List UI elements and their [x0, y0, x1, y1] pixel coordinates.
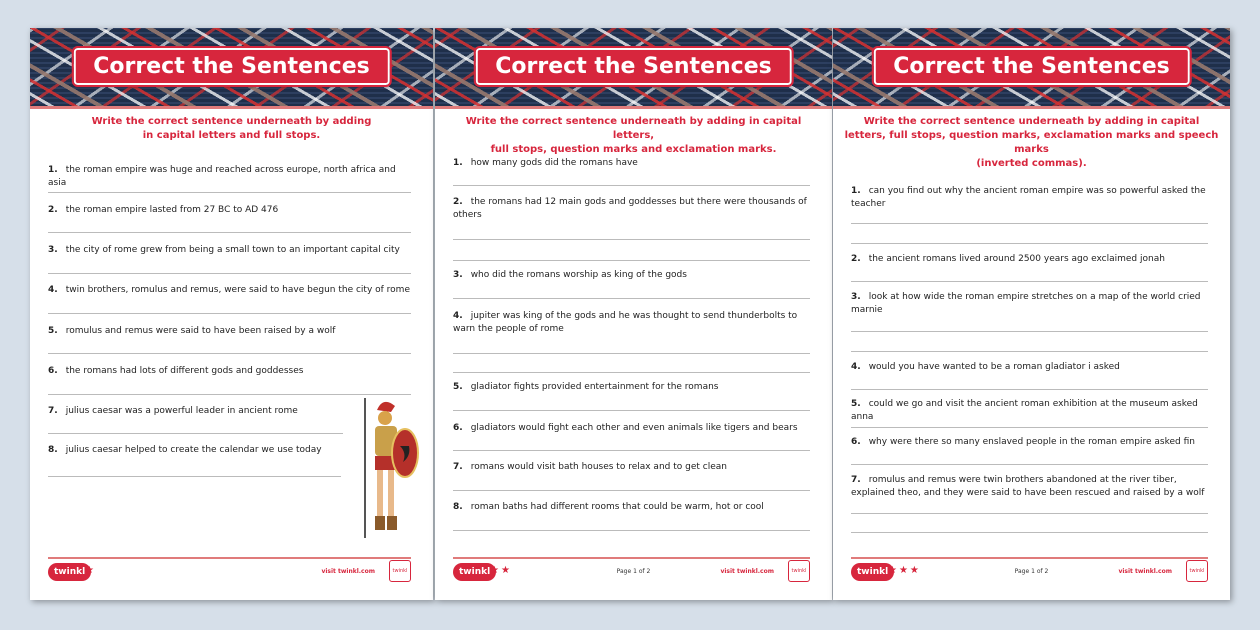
question-text: julius caesar was a powerful leader in ancient rome	[65, 406, 298, 416]
question-number: 6.	[453, 423, 463, 433]
twinkl-logo[interactable]: twinkl	[453, 563, 496, 581]
question-item	[453, 310, 810, 336]
question-text: gladiators would fight each other and even animals like tigers and bears	[470, 423, 798, 433]
answer-line[interactable]	[851, 464, 1208, 465]
question-number: 2.	[851, 254, 861, 264]
difficulty-stars: ★★	[490, 565, 512, 576]
quality-badge-icon: twinkl	[389, 560, 411, 582]
question-text: roman baths had different rooms that could be warm, hot or cool	[470, 502, 764, 512]
question-number: 2.	[48, 205, 58, 215]
question-number: 5.	[851, 399, 861, 409]
quality-badge-icon: twinkl	[1186, 560, 1208, 582]
website-link[interactable]: visit twinkl.com	[720, 568, 774, 575]
answer-line[interactable]	[453, 353, 810, 354]
instruction-line: Write the correct sentence underneath by adding	[91, 116, 372, 127]
question-text: the ancient romans lived around 2500 years ago exclaimed jonah	[868, 254, 1165, 264]
answer-line[interactable]	[48, 273, 411, 274]
answer-line[interactable]	[851, 351, 1208, 352]
difficulty-stars: ★★★	[888, 565, 921, 576]
footer-divider	[48, 557, 411, 559]
answer-line[interactable]	[48, 232, 411, 233]
question-text: romulus and remus were twin brothers abandoned at the river tiber, explained theo, and they were said to have been rescued and raised by a wolf	[851, 475, 1205, 498]
answer-line[interactable]	[453, 372, 810, 373]
worksheet-page	[435, 28, 832, 600]
instruction-line: Write the correct sentence underneath by adding in capital letters,	[465, 116, 802, 141]
answer-line[interactable]	[851, 532, 1208, 533]
question-number: 1.	[453, 158, 463, 168]
question-text: the roman empire lasted from 27 BC to AD 476	[65, 205, 279, 215]
question-number: 5.	[453, 382, 463, 392]
question-item	[453, 157, 810, 170]
question-item	[453, 501, 810, 514]
answer-line[interactable]	[48, 433, 343, 434]
worksheet-page	[30, 28, 433, 600]
question-text: can you find out why the ancient roman empire was so powerful asked the teacher	[851, 186, 1206, 209]
question-item	[48, 244, 411, 257]
question-text: julius caesar helped to create the calendar we use today	[65, 445, 322, 455]
answer-line[interactable]	[851, 243, 1208, 244]
website-link[interactable]: visit twinkl.com	[1118, 568, 1172, 575]
question-item	[851, 253, 1208, 266]
answer-line[interactable]	[48, 353, 411, 354]
question-number: 3.	[453, 270, 463, 280]
instruction-line: full stops, question marks and exclamation marks.	[490, 144, 777, 155]
question-item	[851, 361, 1208, 374]
answer-line[interactable]	[48, 192, 411, 193]
roman-soldier-illustration	[355, 398, 425, 548]
mosaic-banner	[833, 28, 1230, 107]
answer-line[interactable]	[851, 281, 1208, 282]
question-text: who did the romans worship as king of the gods	[470, 270, 687, 280]
twinkl-logo[interactable]: twinkl	[851, 563, 894, 581]
question-item	[453, 422, 810, 435]
answer-line[interactable]	[851, 331, 1208, 332]
question-text: could we go and visit the ancient roman exhibition at the museum asked anna	[851, 399, 1198, 422]
page-title: Correct the Sentences	[73, 48, 389, 85]
question-text: would you have wanted to be a roman gladiator i asked	[868, 362, 1120, 372]
answer-line[interactable]	[851, 427, 1208, 428]
instruction-line: letters, full stops, question marks, exclamation marks and speech marks	[844, 130, 1219, 155]
question-item	[453, 269, 810, 282]
question-number: 4.	[851, 362, 861, 372]
question-item	[851, 398, 1208, 424]
question-text: romans would visit bath houses to relax and to get clean	[470, 462, 727, 472]
answer-line[interactable]	[453, 298, 810, 299]
question-item	[48, 204, 411, 217]
page-number: Page 1 of 2	[1014, 568, 1049, 575]
footer-divider	[453, 557, 810, 559]
question-number: 7.	[453, 462, 463, 472]
question-text: gladiator fights provided entertainment for the romans	[470, 382, 719, 392]
question-text: how many gods did the romans have	[470, 158, 638, 168]
answer-line[interactable]	[453, 185, 810, 186]
question-number: 6.	[48, 366, 58, 376]
answer-line[interactable]	[48, 476, 341, 477]
answer-line[interactable]	[453, 490, 810, 491]
question-item	[851, 185, 1208, 211]
question-number: 3.	[851, 292, 861, 302]
question-number: 1.	[48, 165, 58, 175]
answer-line[interactable]	[453, 450, 810, 451]
question-text: romulus and remus were said to have been raised by a wolf	[65, 326, 336, 336]
question-text: the romans had lots of different gods and goddesses	[65, 366, 304, 376]
question-number: 8.	[48, 445, 58, 455]
answer-line[interactable]	[851, 223, 1208, 224]
quality-badge-icon: twinkl	[788, 560, 810, 582]
twinkl-logo[interactable]: twinkl	[48, 563, 91, 581]
question-item	[851, 474, 1208, 500]
question-number: 3.	[48, 245, 58, 255]
instruction-line: Write the correct sentence underneath by adding in capital	[863, 116, 1200, 127]
question-number: 6.	[851, 437, 861, 447]
question-item	[851, 291, 1208, 317]
question-item	[453, 381, 810, 394]
question-text: why were there so many enslaved people in the roman empire asked fin	[868, 437, 1195, 447]
question-text: look at how wide the roman empire stretches on a map of the world cried marnie	[851, 292, 1201, 315]
question-text: twin brothers, romulus and remus, were said to have begun the city of rome	[65, 285, 410, 295]
question-text: the city of rome grew from being a small town to an important capital city	[65, 245, 400, 255]
question-number: 7.	[851, 475, 861, 485]
answer-line[interactable]	[851, 513, 1208, 514]
answer-line[interactable]	[453, 410, 810, 411]
question-number: 4.	[48, 285, 58, 295]
answer-line[interactable]	[48, 313, 411, 314]
answer-line[interactable]	[48, 394, 411, 395]
instructions	[445, 115, 822, 157]
question-number: 4.	[453, 311, 463, 321]
question-number: 2.	[453, 197, 463, 207]
question-number: 7.	[48, 406, 58, 416]
answer-line[interactable]	[453, 260, 810, 261]
question-text: the roman empire was huge and reached across europe, north africa and asia	[48, 165, 396, 188]
question-text: the romans had 12 main gods and goddesses but there were thousands of others	[453, 197, 807, 220]
question-text: jupiter was king of the gods and he was thought to send thunderbolts to warn the people of rome	[453, 311, 798, 334]
difficulty-stars: ★	[85, 565, 96, 576]
question-number: 5.	[48, 326, 58, 336]
question-number: 1.	[851, 186, 861, 196]
page-title: Correct the Sentences	[475, 48, 791, 85]
answer-line[interactable]	[851, 389, 1208, 390]
instructions	[40, 115, 423, 143]
instructions	[843, 115, 1220, 171]
website-link[interactable]: visit twinkl.com	[321, 568, 375, 575]
page-number: Page 1 of 2	[616, 568, 651, 575]
page-title: Correct the Sentences	[873, 48, 1189, 85]
footer-divider	[851, 557, 1208, 559]
answer-line[interactable]	[453, 239, 810, 240]
question-item	[851, 436, 1208, 449]
question-item	[48, 284, 411, 297]
mosaic-banner	[435, 28, 832, 107]
question-number: 8.	[453, 502, 463, 512]
answer-line[interactable]	[453, 530, 810, 531]
question-item	[453, 196, 810, 222]
instruction-line: in capital letters and full stops.	[142, 130, 321, 141]
question-item	[48, 365, 411, 378]
question-item	[453, 461, 810, 474]
question-item	[48, 164, 411, 190]
instruction-line: (inverted commas).	[976, 158, 1087, 169]
mosaic-banner	[30, 28, 433, 107]
question-item	[48, 325, 411, 338]
worksheet-page	[833, 28, 1230, 600]
